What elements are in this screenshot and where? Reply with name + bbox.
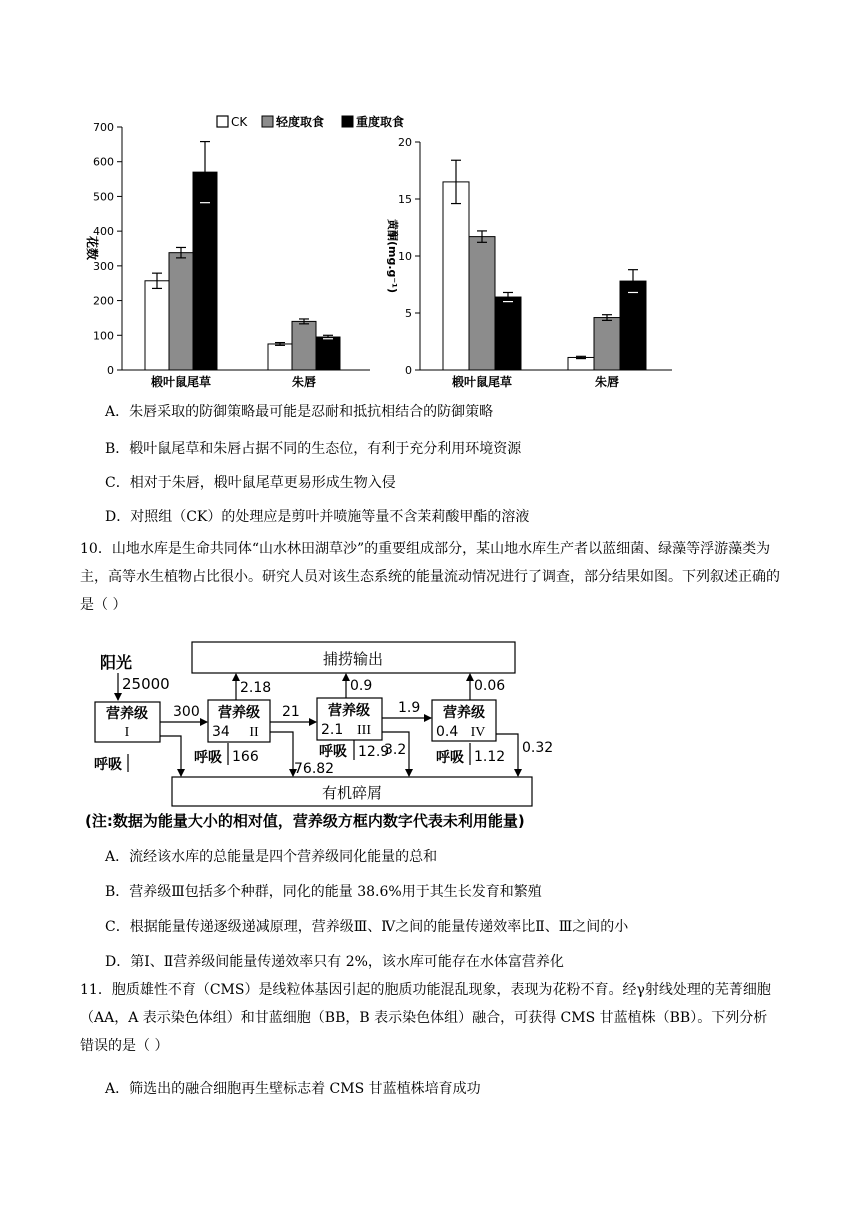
chart-legend [217, 114, 404, 129]
q10-option-b: B．营养级Ⅲ包括多个种群，同化的能量 38.6%用于其生长发育和繁殖 [105, 884, 542, 900]
q11-stem: 11．胞质雄性不育（CMS）是线粒体基因引起的胞质功能混乱现象，表现为花粉不育。经γ射线处理的芜菁细胞（AA，A 表示染色体组）和甘蓝细胞（BB，B 表示染色体组）融合，可获得 CMS 甘蓝植株（BB）。下列分析错误的是（ ） [80, 982, 771, 1054]
bar-ck [568, 357, 594, 370]
transfer-value-2-3: 21 [282, 704, 300, 720]
y-axis-label: 花数 [85, 235, 99, 261]
trophic-level-4-numeral: IV [470, 725, 486, 740]
harvest-value-2: 2.18 [240, 680, 272, 696]
trophic-level-4-unused: 0.4 [436, 724, 459, 740]
y-tick-label: 10 [398, 250, 412, 263]
y-tick-label: 100 [93, 329, 114, 343]
harvest-value-3: 0.9 [350, 678, 373, 694]
energy-flow-diagram [0, 636, 860, 836]
y-tick-label: 400 [93, 225, 114, 239]
sunlight-label: 阳光 [100, 653, 133, 672]
q11-option-a: A．筛选出的融合细胞再生壁标志着 CMS 甘蓝植株培育成功 [105, 1081, 481, 1097]
diagram-note: (注:数据为能量大小的相对值，营养级方框内数字代表未利用能量) [85, 812, 525, 830]
trophic-level-2-numeral: II [249, 725, 259, 740]
trophic-level-2-title: 营养级 [218, 705, 260, 721]
q9-option-a: A．朱唇采取的防御策略最可能是忍耐和抵抗相结合的防御策略 [105, 404, 494, 420]
q10-stem: 10．山地水库是生命共同体“山水林田湖草沙”的重要组成部分，某山地水库生产者以蓝细菌、绿藻等浮游藻类为主，高等水生植物占比很小。研究人员对该生态系统的能量流动情况进行了调查，部分结果如图。下列叙述正确的是（ ） [80, 541, 780, 613]
respiration-label-3: 呼吸 [319, 744, 347, 760]
respiration-label-2: 呼吸 [194, 750, 222, 766]
respiration-value-4: 1.12 [474, 749, 506, 765]
legend-label-heavy: 重度取食 [356, 115, 405, 129]
bar-heavy [495, 297, 521, 370]
y-tick-label: 500 [93, 190, 114, 204]
detritus-value-4: 0.32 [522, 740, 554, 756]
trophic-level-4-title: 营养级 [443, 705, 485, 721]
flavone-chart [386, 136, 672, 389]
category-label: 椴叶鼠尾草 [150, 375, 212, 389]
y-tick-label: 0 [107, 364, 114, 377]
bar-light [469, 237, 495, 370]
q10-option-c: C．根据能量传递逐级递减原理，营养级Ⅲ、Ⅳ之间的能量传递效率比Ⅱ、Ⅲ之间的小 [105, 919, 629, 935]
flower-count-chart [85, 121, 370, 389]
bar-ck [268, 344, 292, 370]
category-label: 朱唇 [594, 375, 620, 389]
bar-light [292, 321, 316, 370]
legend-swatch-light [262, 116, 273, 127]
y-tick-label: 600 [93, 155, 114, 169]
trophic-level-3-title: 营养级 [328, 703, 370, 719]
respiration-label-1: 呼吸 [94, 757, 122, 773]
q9-option-d: D．对照组（CK）的处理应是剪叶并喷施等量不含茉莉酸甲酯的溶液 [105, 509, 530, 525]
q9-option-b: B．椴叶鼠尾草和朱唇占据不同的生态位，有利于充分利用环境资源 [105, 441, 522, 457]
q9-option-c: C．相对于朱唇，椴叶鼠尾草更易形成生物入侵 [105, 475, 396, 491]
chart-figure [0, 100, 860, 400]
respiration-value-2: 166 [232, 749, 259, 765]
y-tick-label: 200 [93, 294, 114, 308]
sunlight-value: 25000 [122, 675, 170, 693]
respiration-label-4: 呼吸 [436, 750, 464, 766]
bar-light [594, 318, 620, 370]
legend-swatch-heavy [342, 116, 353, 127]
y-tick-label: 5 [405, 307, 412, 320]
respiration-value-3: 12.9 [358, 744, 390, 760]
trophic-level-1-numeral: I [124, 725, 130, 740]
category-label: 朱唇 [291, 375, 317, 389]
bar-ck [145, 281, 169, 370]
y-tick-label: 700 [93, 121, 114, 134]
trophic-level-2-unused: 34 [212, 724, 230, 740]
bar-light [169, 253, 193, 370]
trophic-level-3-numeral: III [357, 723, 371, 738]
legend-label-ck: CK [231, 115, 248, 129]
y-axis-label: 黄酮(mg.g⁻¹) [386, 218, 399, 294]
y-tick-label: 20 [398, 136, 412, 149]
category-label: 椴叶鼠尾草 [451, 375, 513, 389]
bar-heavy [316, 337, 340, 370]
transfer-value-3-4: 1.9 [398, 700, 421, 716]
detritus-label: 有机碎屑 [321, 784, 383, 802]
legend-swatch-ck [217, 116, 228, 127]
detritus-value-2: 76.82 [294, 761, 335, 777]
legend-label-light: 轻度取食 [276, 115, 325, 129]
q10-option-a: A．流经该水库的总能量是四个营养级同化能量的总和 [105, 849, 438, 865]
y-tick-label: 15 [398, 193, 412, 206]
harvest-value-4: 0.06 [474, 678, 506, 694]
harvest-output-label: 捕捞输出 [322, 650, 384, 668]
trophic-level-3-unused: 2.1 [321, 722, 344, 738]
detritus-value-3: 3.2 [384, 742, 407, 758]
y-tick-label: 0 [405, 364, 412, 377]
detritus-arrow-1 [160, 736, 181, 776]
q10-option-d: D．第Ⅰ、Ⅱ营养级间能量传递效率只有 2%，该水库可能存在水体富营养化 [105, 954, 564, 970]
detritus-arrow-2 [270, 732, 293, 776]
bar-heavy [620, 281, 646, 370]
transfer-value-1-2: 300 [173, 704, 200, 720]
trophic-level-1-title: 营养级 [106, 706, 148, 722]
bar-ck [443, 182, 469, 370]
y-tick-label: 300 [93, 259, 114, 273]
